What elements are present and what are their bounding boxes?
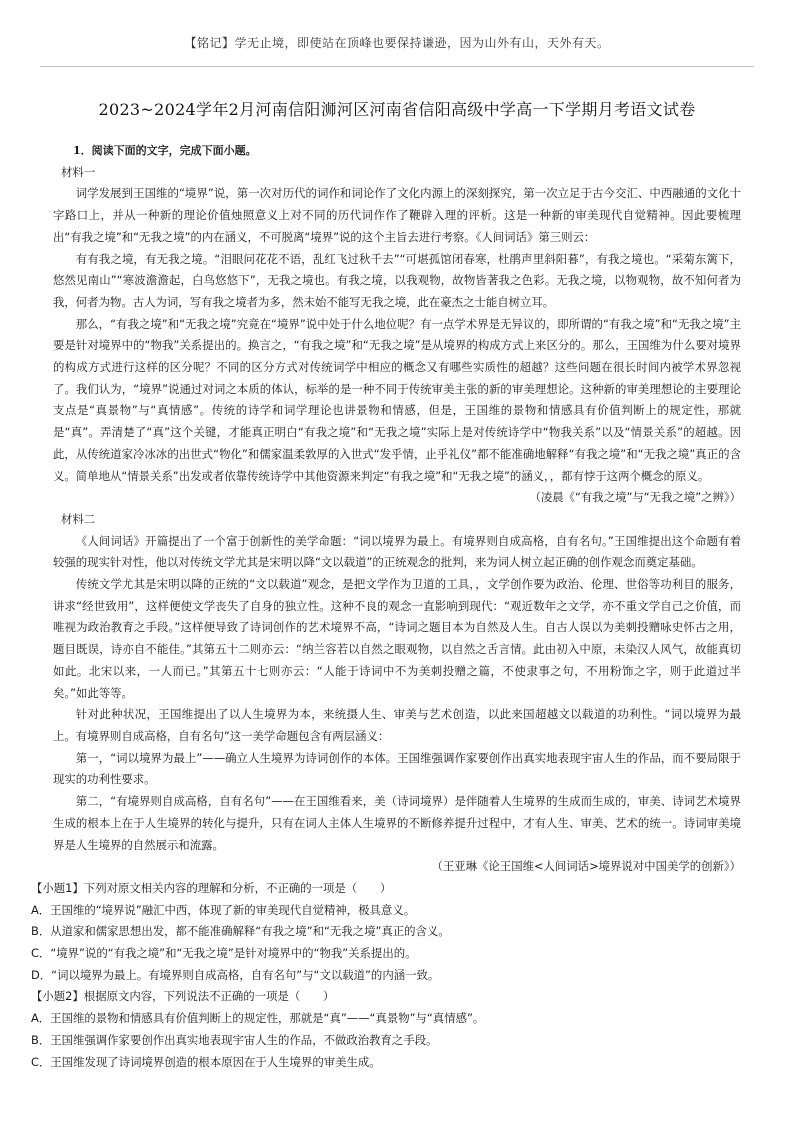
material2-paragraph: 第二，“有境界则自成高格，自有名句”——在王国维看来，美（诗词境界）是伴随着人生境界的生成而生成的，审美、诗词艺术境界生成的根本上在于人生境界的转化与提升，只有在词人主体人生境界的不断修养提升过程中，才有人生、审美、艺术的统一。诗词审美境界是人生境界的自然展示和流露。 <box>53 794 741 852</box>
sub-question-2-option-c[interactable]: C．王国维发现了诗词境界创造的根本原因在于人生境界的审美生成。 <box>31 1054 381 1069</box>
material2-paragraph: 《人间词话》开篇提出了一个富于创新性的美学命题：“词以境界为最上。有境界则自成高格，自有名句。”王国维提出这个命题有着较强的现实针对性，他以对传统文学尤其是宋明以降“文以载道”的正统观念的批判，来为词人树立起正确的创作观念而奠定基础。 <box>53 533 741 570</box>
header-motto: 【铭记】学无止境，即使站在顶峰也要保持谦逊，因为山外有山，天外有天。 <box>184 36 610 50</box>
sub-question-1-option-b[interactable]: B．从道家和儒家思想出发，都不能准确解释“有我之境”和“无我之境”真正的含义。 <box>31 924 450 939</box>
question-heading: 1．阅读下面的文字，完成下面小题。 <box>73 144 257 157</box>
material1-source: （凌晨《“有我之境”与“无我之境”之辨》） <box>529 490 741 505</box>
material2-paragraph: 针对此种状况，王国维提出了以人生境界为本，来统摄人生、审美与艺术创造，以此来国超越文以载道的功利性。“词以境界为最上。有境界则自成高格，自有名句”这一美学命题包含有两层涵义： <box>53 707 741 743</box>
question-content <box>31 140 741 1073</box>
material2-label: 材料二 <box>61 511 96 526</box>
sub-question-1-option-d[interactable]: D．“词以境界为最上。有境界则自成高格，自有名句”与“文以载道”的内涵一致。 <box>31 967 440 982</box>
material1-paragraph: 词学发展到王国维的“境界”说，第一次对历代的词作和词论作了文化内源上的深刻探究，第一次立足于古今交汇、中西融通的文化十字路口上，并从一种新的理论价值烛照意义上对不同的历代词作作了鞭辟入理的评析。这是一种新的审美现代自觉精神。因此要梳理出“有我之境”和“无我之境”的内在涵义，不可脱离“境界”说的这个主旨去进行考察。《人间词话》第三则云： <box>53 186 741 244</box>
material1-label: 材料一 <box>61 164 96 179</box>
sub-question-1-option-c[interactable]: C．“境界”说的“有我之境”和“无我之境”是针对境界中的“物我”关系提出的。 <box>31 946 417 961</box>
sub-question-2-stem: 【小题2】根据原文内容，下列说法不正确的一项是（ ） <box>31 989 335 1004</box>
material1-paragraph: 那么，“有我之境”和“无我之境”究竟在“境界”说中处于什么地位呢？有一点学术界是无异议的，即所谓的“有我之境”和“无我之境”主要是针对境界中的“物我”关系提出的。换言之，“有我之境”和“无我之境”是从境界的构成方式上来区分的。那么，王国维为什么要对境界的构成方式进行这样的区分呢？不同的区分方式对传统词学中相应的概念又有哪些实质性的超越？这些问题在很长时间内被学术界忽视了。我们认为，“境界”说通过对词之本质的体认，标举的是一种不同于传统审美主张的新的审美理想论。这种新的审美理想论的主要理论支点是“真景物”与“真情感”。传统的诗学和词学理论也讲景物和情感，但是，王国维的景物和情感具有价值判断上的规定性，那就是“真”。弄清楚了“真”这个关键，才能真正明白“有我之境”和“无我之境”实际上是对传统诗学中“物我关系”以及“情景关系”的超越。因此，从传统道家冷冰冰的出世式“物化”和儒家温柔敦厚的入世式“发乎情，止乎礼仪”都不能准确地解释“有我之境”和“无我之境”真正的含义。简单地从“情景关系”出发或者依靠传统诗学中其他资源来判定“有我之境”和“无我之境”的涵义，，都有悖于这两个概念的原义。 <box>53 316 741 483</box>
sub-question-1-option-a[interactable]: A．王国维的“境界说”融汇中西，体现了新的审美现代自觉精神，极具意义。 <box>31 902 416 917</box>
page-title: 2023~2024学年2月河南信阳浉河区河南省信阳高级中学高一下学期月考语文试卷 <box>98 100 696 119</box>
material2-paragraph: 传统文学尤其是宋明以降的正统的“文以载道”观念，是把文学作为卫道的工具，，文学创作要为政治、伦理、世俗等功利目的服务，讲求“经世致用”，这样便使文学丧失了自身的独立性。这种不良的观念一直影响到现代：“观近数年之文学，亦不重文学自己之价值，而唯视为政治教育之手段。”这样便导致了诗词创作的艺术境界不高，“诗词之题目本为自然及人生。自古人误以为美刺投赠咏史怀古之用，题目既误，诗亦自不能佳。”其第五十二则亦云：“纳兰容若以自然之眼观物，以自然之舌言情。此由初入中原，未染汉人风气，故能真切如此。北宋以来，一人而已。”其第五十七则亦云：“人能于诗词中不为美刺投赠之篇，不使隶事之句，不用粉饰之字，则于此道过半矣。”如此等等。 <box>53 577 741 700</box>
material2-source: （王亚琳《论王国维<人间词话>境界说对中国美学的创新》） <box>431 859 741 874</box>
sub-question-2-option-a[interactable]: A．王国维的景物和情感具有价值判断上的规定性，那就是“真”——“真景物”与“真情感”。 <box>31 1011 485 1026</box>
sub-question-2-option-b[interactable]: B．王国维强调作家要创作出真实地表现宇宙人生的作品，不做政治教育之手段。 <box>31 1032 438 1047</box>
material2-paragraph: 第一，“词以境界为最上”——确立人生境界为诗词创作的本体。王国维强调作家要创作出真实地表现宇宙人生的作品，而不要局限于现实的功利性要求。 <box>53 750 741 787</box>
sub-question-1-stem: 【小题1】下列对原文相关内容的理解和分析，不正确的一项是（ ） <box>31 880 392 895</box>
material1-paragraph: 有有我之境，有无我之境。“泪眼问花花不语，乱红飞过秋千去”“可堪孤馆闭春寒，杜鹃声里斜阳暮”，有我之境也。“采菊东篱下，悠然见南山”“寒波澹澹起，白鸟悠悠下”，无我之境也。有我之境，以我观物，故物皆著我之色彩。无我之境，以物观物，故不知何者为我，何者为物。古人为词，写有我之境者为多，然未始不能写无我之境，此在豪杰之士能自树立耳。 <box>53 251 741 309</box>
header-divider <box>40 66 754 67</box>
